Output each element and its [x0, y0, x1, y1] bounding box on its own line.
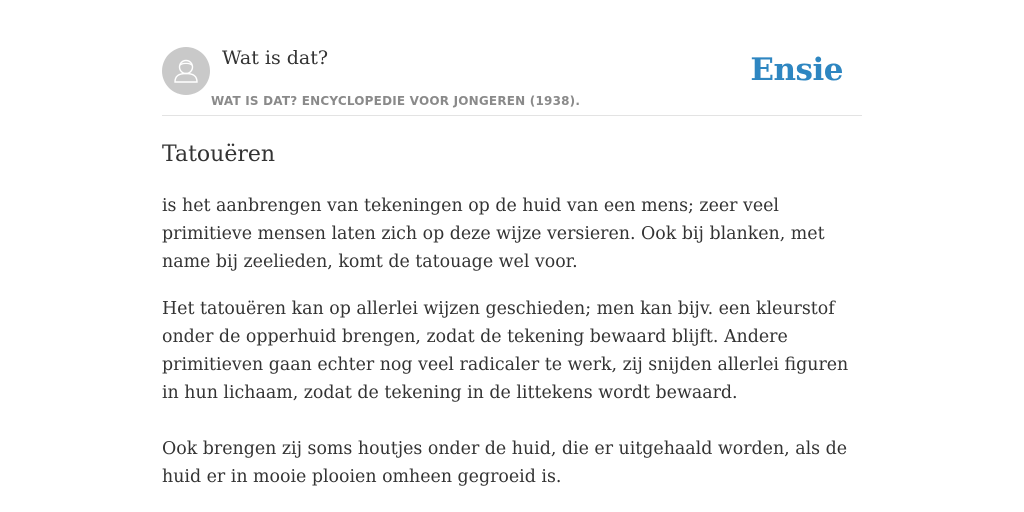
content-container	[162, 0, 862, 487]
source-header	[162, 0, 862, 116]
source-title-link[interactable]: Wat is dat?	[222, 47, 329, 69]
source-subtitle: WAT IS DAT? ENCYCLOPEDIE VOOR JONGEREN (1938).	[211, 94, 581, 108]
ensie-logo[interactable]: Ensie	[750, 52, 843, 88]
article-paragraph-3: Ook brengen zij soms houtjes onder de huid, die er uitgehaald worden, als de huid er in mooie plooien omheen gegroeid is.	[162, 439, 848, 487]
article-paragraph-2: Het tatouëren kan op allerlei wijzen geschieden; men kan bijv. een kleurstof onder de opperhuid brengen, zodat de tekening bewaard blijft. Andere primitieven gaan echter nog veel radicaler te werk, zij snijden allerlei figuren in hun lichaam, zodat de tekening in de littekens wordt bewaard.	[162, 299, 849, 403]
article-title: Tatouëren	[162, 142, 276, 167]
user-avatar-icon[interactable]	[162, 47, 210, 95]
person-outline-icon	[162, 47, 210, 95]
article-paragraph-1: is het aanbrengen van tekeningen op de huid van een mens; zeer veel primitieve mensen laten zich op deze wijze versieren. Ook bij blanken, met name bij zeelieden, komt de tatouage wel voor.	[162, 196, 825, 272]
